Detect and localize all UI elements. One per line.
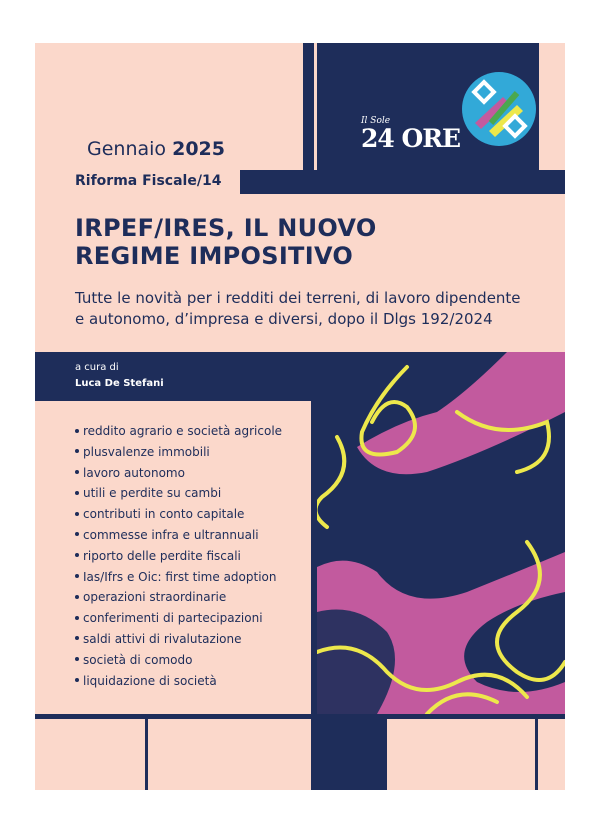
bullet-icon [75,657,79,661]
list-item: operazioni straordinarie [75,587,282,608]
subtitle-line-1: Tutte le novità per i redditi dei terreni, di lavoro dipendente [75,289,521,307]
list-item: utili e perdite su cambi [75,483,282,504]
bullet-icon [75,678,79,682]
abstract-art-svg [317,352,565,714]
bullet-icon [75,470,79,474]
author-name: Luca De Stefani [75,378,164,389]
title-line-1: IRPEF/IRES, IL NUOVO [75,214,377,242]
list-item: conferimenti di partecipazioni [75,608,282,629]
list-item: commesse infra e ultrannuali [75,525,282,546]
list-item: società di comodo [75,650,282,671]
top-right-panel [539,43,565,170]
divider-line [535,719,538,790]
series-label: Riforma Fiscale/14 [75,173,222,189]
bottom-right-panel [387,719,565,790]
curated-by-label: a cura di [75,362,119,373]
top-gap-panel [314,43,317,170]
percent-logo-icon [461,71,537,147]
bullet-icon [75,491,79,495]
bullet-icon [75,574,79,578]
bullet-icon [75,429,79,433]
abstract-artwork [317,352,565,714]
book-cover [35,43,565,790]
list-item: liquidazione di società [75,671,282,692]
divider-line [145,719,148,790]
issue-year: 2025 [172,138,225,160]
title-line-2: REGIME IMPOSITIVO [75,242,354,270]
bullet-icon [75,449,79,453]
list-item: reddito agrario e società agricole [75,421,282,442]
list-item: plusvalenze immobili [75,442,282,463]
bottom-left-panel [35,719,311,790]
publisher-logo-big: 24 ORE [361,124,461,153]
list-item: saldi attivi di rivalutazione [75,629,282,650]
publisher-logo [361,117,460,152]
list-item: contributi in conto capitale [75,504,282,525]
bullet-icon [75,553,79,557]
publisher-logo-small: Il Sole [361,116,391,126]
book-title [75,214,377,270]
bullet-icon [75,512,79,516]
issue-month: Gennaio [87,138,167,160]
list-item: Ias/Ifrs e Oic: first time adoption [75,567,282,588]
subtitle-line-2: e autonomo, d’impresa e diversi, dopo il Dlgs 192/2024 [75,310,493,328]
bullet-icon [75,595,79,599]
list-item: riporto delle perdite fiscali [75,546,282,567]
book-subtitle [75,288,565,330]
bullet-icon [75,616,79,620]
list-item: lavoro autonomo [75,463,282,484]
bullet-icon [75,532,79,536]
topics-list [75,421,282,691]
issue-date [87,138,225,160]
bullet-icon [75,636,79,640]
